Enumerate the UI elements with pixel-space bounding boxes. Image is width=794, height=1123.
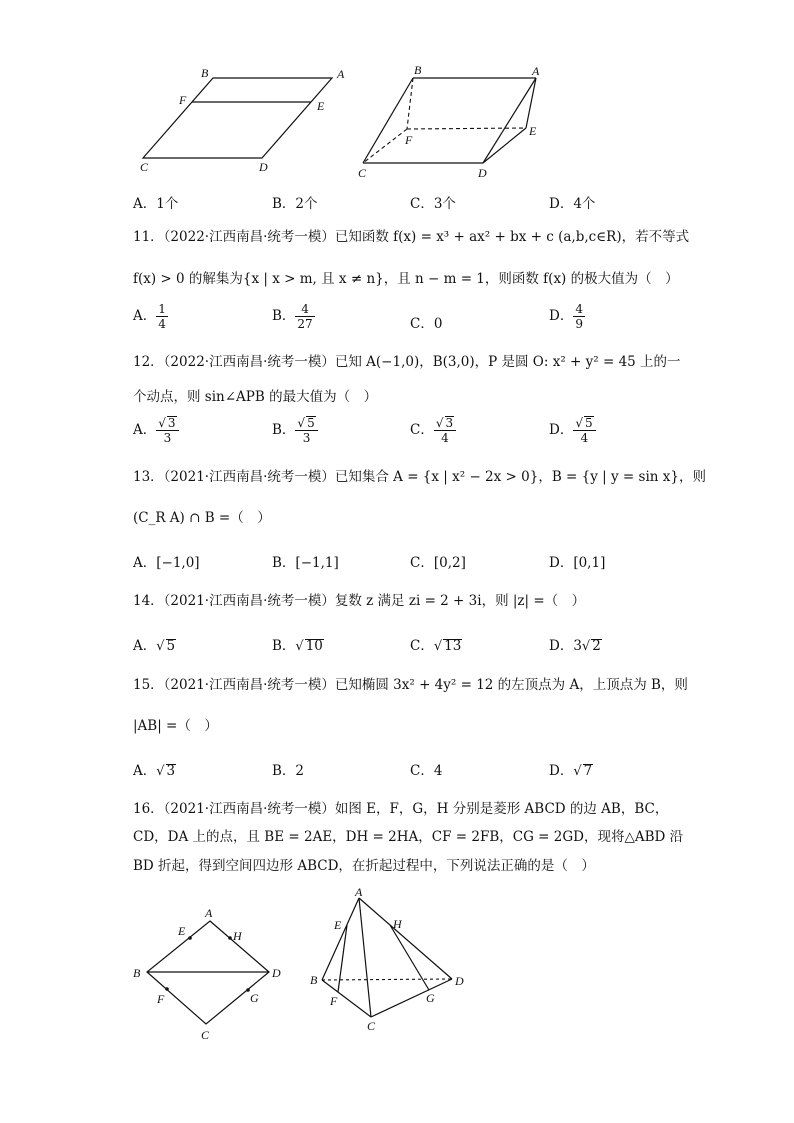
q10-option-a[interactable]: A．1个 <box>133 196 179 212</box>
label-E: E <box>317 99 325 113</box>
q12-option-b[interactable]: B． $\frac{√ 5}{3}$ <box>272 416 318 445</box>
prism-figure <box>355 60 555 185</box>
tetrahedron-figure <box>305 885 480 1045</box>
label-A: A <box>205 906 213 920</box>
label-F: F <box>405 133 413 147</box>
label-E: E <box>178 924 186 938</box>
label-H: H <box>233 929 242 943</box>
q14-option-a[interactable]: A．√ 5 <box>133 638 176 654</box>
label-F: F <box>330 994 338 1008</box>
fraction: $\frac{√ 3}{3}$ <box>156 416 178 445</box>
q10-option-c[interactable]: C．3个 <box>410 196 456 212</box>
parallelogram-figure <box>130 60 360 180</box>
fraction: $\frac{√ 5}{4}$ <box>573 416 595 445</box>
label-B: B <box>201 66 209 80</box>
q12-option-a[interactable]: A． $\frac{√ 3}{3}$ <box>133 416 179 445</box>
q16-stem-line2: CD，DA 上的点，且 BE = 2AE，DH = 2HA，CF = 2FB，CG = 2GD，现将△ABD 沿 <box>133 829 684 845</box>
label-C: C <box>358 166 367 180</box>
label-C: C <box>201 1028 210 1042</box>
q13-option-d[interactable]: D．[0,1] <box>549 555 606 571</box>
label-H: H <box>393 917 402 931</box>
fraction: $\frac{4}{9}$ <box>575 302 583 331</box>
q11-option-b[interactable]: B． $\frac{4}{27}$ <box>272 302 313 331</box>
q12-stem-line2: 个动点，则 sin∠APB 的最大值为（ ） <box>133 389 378 405</box>
q14-stem-line1: 14．（2021·江西南昌·统考一模）复数 z 满足 zi = 2 + 3i，则 |z| =（ ） <box>133 593 586 609</box>
q15-option-c[interactable]: C．4 <box>410 763 443 779</box>
label-F: F <box>157 992 165 1006</box>
label-E: E <box>529 124 537 138</box>
label-G: G <box>426 991 435 1005</box>
q15-option-a[interactable]: A．√ 3 <box>133 763 176 779</box>
fraction: $\frac{√ 5}{3}$ <box>295 416 317 445</box>
q12-option-d[interactable]: D． $\frac{√ 5}{4}$ <box>549 416 596 445</box>
q11-option-a[interactable]: A． $\frac{1}{4}$ <box>133 302 166 331</box>
q11-option-c[interactable]: C．0 <box>410 316 443 332</box>
label-E: E <box>334 918 342 932</box>
fraction: $\frac{4}{27}$ <box>297 302 313 331</box>
label-B: B <box>133 966 141 980</box>
q15-stem-line2: |AB| =（ ） <box>133 718 218 734</box>
q11-stem-line2: f(x) > 0 的解集为{x | x > m, 且 x ≠ n}，且 n − m = 1，则函数 f(x) 的极大值为（ ） <box>133 271 679 287</box>
q13-stem-line2: (C_R A) ∩ B =（ ） <box>133 510 271 526</box>
q14-option-b[interactable]: B．√ 10 <box>272 638 323 654</box>
q13-option-c[interactable]: C．[0,2] <box>410 555 466 571</box>
q13-stem-line1: 13．（2021·江西南昌·统考一模）已知集合 A = {x | x² − 2x > 0}，B = {y | y = sin x}，则 <box>133 469 706 485</box>
q14-option-d[interactable]: D．3√ 2 <box>549 638 601 654</box>
label-D: D <box>259 160 268 174</box>
q15-option-d[interactable]: D．√ 7 <box>549 763 593 779</box>
label-F: F <box>179 93 187 107</box>
label-C: C <box>367 1019 376 1033</box>
q10-option-b[interactable]: B．2个 <box>272 196 318 212</box>
q13-option-a[interactable]: A．[−1,0] <box>133 555 200 571</box>
q16-stem-line3: BD 折起，得到空间四边形 ABCD，在折起过程中，下列说法正确的是（ ） <box>133 858 595 874</box>
label-D: D <box>455 974 464 988</box>
label-B: B <box>310 973 318 987</box>
fraction: $\frac{1}{4}$ <box>158 302 166 331</box>
q12-option-c[interactable]: C． $\frac{√ 3}{4}$ <box>410 416 456 445</box>
q11-stem-line1: 11．（2022·江西南昌·统考一模）已知函数 f(x) = x³ + ax² + bx + c (a,b,c∈R)，若不等式 <box>133 229 690 245</box>
q12-stem-line1: 12．（2022·江西南昌·统考一模）已知 A(−1,0)，B(3,0)，P 是圆 O: x² + y² = 45 上的一 <box>133 354 681 370</box>
label-A: A <box>337 67 345 81</box>
q15-stem-line1: 15．（2021·江西南昌·统考一模）已知椭圆 3x² + 4y² = 12 的左顶点为 A，上顶点为 B，则 <box>133 677 688 693</box>
label-B: B <box>414 63 422 77</box>
label-A: A <box>355 885 363 899</box>
q13-option-b[interactable]: B．[−1,1] <box>272 555 339 571</box>
label-G: G <box>250 991 259 1005</box>
label-A: A <box>532 64 540 78</box>
label-C: C <box>140 160 149 174</box>
q10-option-d[interactable]: D．4个 <box>549 196 596 212</box>
q16-stem-line1: 16．（2021·江西南昌·统考一模）如图 E，F，G，H 分别是菱形 ABCD 的边 AB，BC， <box>133 801 669 817</box>
fraction: $\frac{√ 3}{4}$ <box>434 416 456 445</box>
q11-option-d[interactable]: D． $\frac{4}{9}$ <box>549 302 583 331</box>
label-D: D <box>272 966 281 980</box>
rhombus-figure <box>125 895 295 1055</box>
q14-option-c[interactable]: C．√ 13 <box>410 638 462 654</box>
label-D: D <box>478 166 487 180</box>
q15-option-b[interactable]: B．2 <box>272 763 305 779</box>
